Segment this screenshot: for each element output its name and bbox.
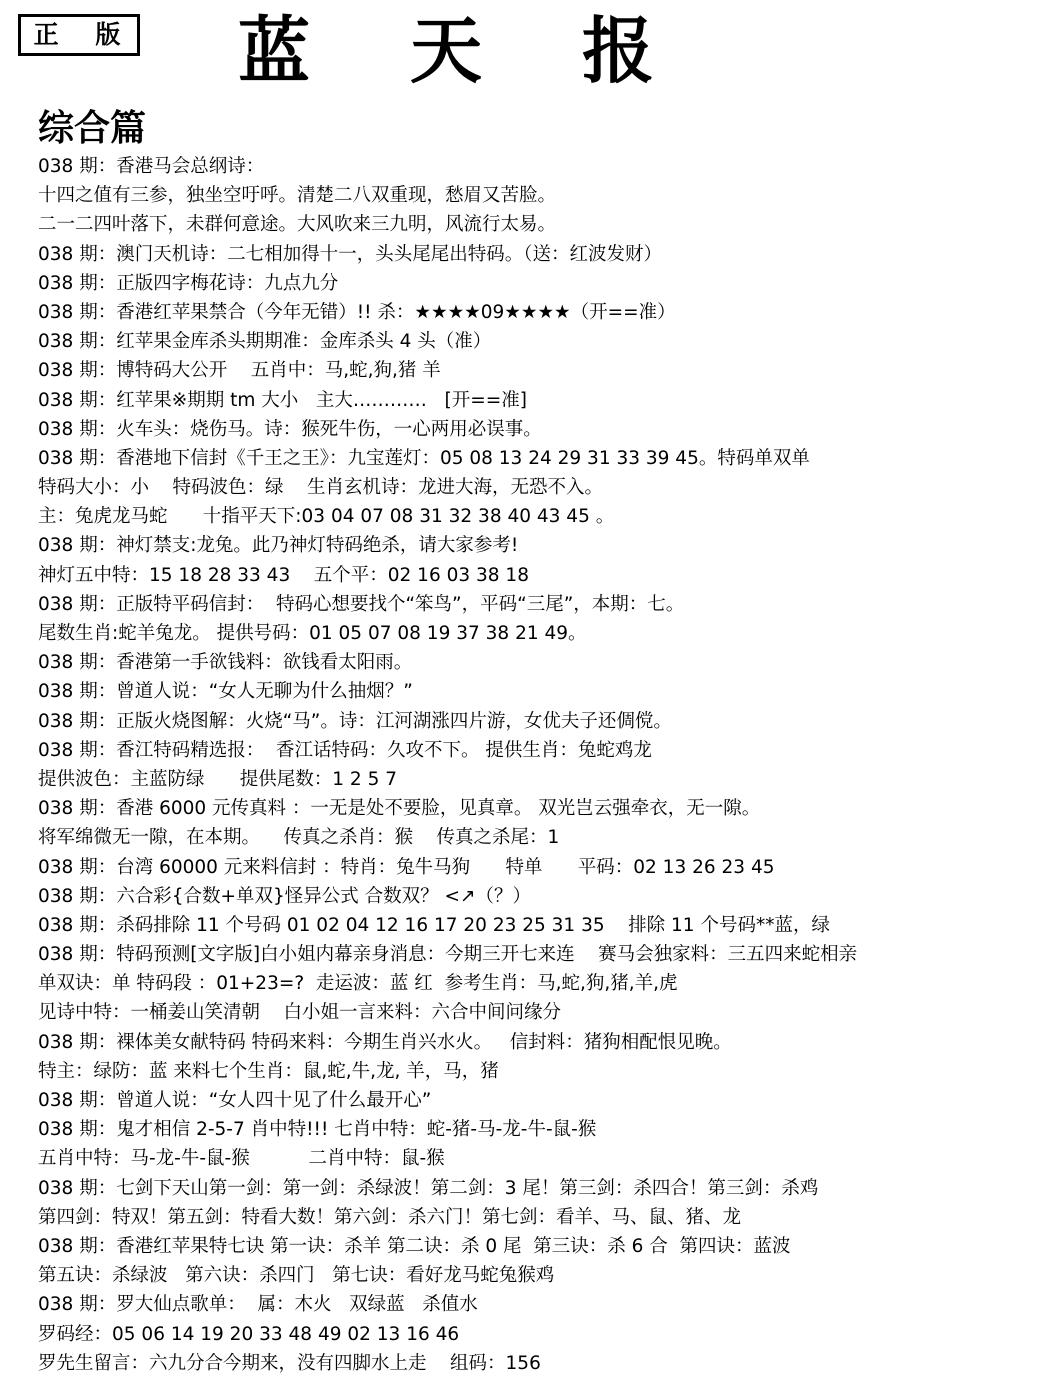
text-line: 038 期：香港红苹果特七诀 第一诀：杀羊 第二诀：杀 0 尾 第三诀：杀 6 合 第四诀：蓝波 xyxy=(38,1235,791,1257)
text-line: 第四剑：特双！第五剑：特看大数！第六剑：杀六门！第七剑：看羊、马、鼠、猪、龙 xyxy=(38,1206,742,1228)
text-line: 038 期：澳门天机诗：二七相加得十一，头头尾尾出特码。（送：红波发财） xyxy=(38,243,662,265)
text-line: 038 期：红苹果金库杀头期期准：金库杀头 4 头（准） xyxy=(38,331,492,353)
text-line: 038 期：正版特平码信封： 特码心想要找个“笨鸟”，平码“三尾”，本期：七。 xyxy=(38,593,685,615)
text-line: 特码大小：小 特码波色：绿 生肖玄机诗：龙进大海，无恐不入。 xyxy=(38,477,604,499)
text-line: 尾数生肖:蛇羊兔龙。 提供号码：01 05 07 08 19 37 38 21 49。 xyxy=(38,623,587,644)
text-line: 038 期：曾道人说：“女人无聊为什么抽烟？” xyxy=(38,681,413,703)
text-line: 038 期：鬼才相信 2-5-7 肖中特!!! 七肖中特：蛇-猪-马-龙-牛-鼠-猴 xyxy=(38,1119,597,1141)
newspaper-title: 蓝天报 xyxy=(238,8,755,93)
text-line: 提供波色：主蓝防绿 提供尾数：1 2 5 7 xyxy=(38,768,398,790)
text-line: 罗码经：05 06 14 19 20 33 48 49 02 13 16 46 xyxy=(38,1323,460,1345)
text-line: 罗先生留言：六九分合今期来，没有四脚水上走 组码：156 xyxy=(38,1352,541,1374)
text-line: 见诗中特：一桶姜山笑清朝 白小姐一言来料：六合中间问缘分 xyxy=(38,1002,562,1024)
text-line: 038 期：香港 6000 元传真料 ：一无是处不要脸，见真章。 双光岂云强牵衣，无一隙。 xyxy=(38,798,761,820)
text-line: 038 期：香港马会总纲诗： xyxy=(38,156,265,177)
text-line: 038 期：曾道人说：“女人四十见了什么最开心” xyxy=(38,1090,432,1111)
text-line: 十四之值有三参，独坐空吁呼。清楚二八双重现，愁眉又苦脸。 xyxy=(38,185,557,207)
text-line: 038 期：杀码排除 11 个号码 01 02 04 12 16 17 20 23 25 31 35 排除 11 个号码**蓝，绿 xyxy=(38,914,830,936)
text-line: 038 期：正版火烧图解：火烧“马”。诗：江河湖涨四片游，女优夫子还倜傥。 xyxy=(38,710,672,732)
text-line: 将军绵微无一隙，在本期。 传真之杀肖：猴 传真之杀尾：1 xyxy=(38,827,560,849)
text-line: 038 期：神灯禁支:龙兔。此乃神灯特码绝杀，请大家参考! xyxy=(38,535,519,557)
text-line: 038 期：特码预测[文字版]白小姐内幕亲身消息：今期三开七来连 赛马会独家料：三五四来蛇相亲 xyxy=(38,944,858,966)
text-line: 038 期：裸体美女献特码 特码来料：今期生肖兴水火。 信封料：猪狗相配恨见晚。 xyxy=(38,1031,732,1053)
text-line: 主：兔虎龙马蛇 十指平天下:03 04 07 08 31 32 38 40 43 45 。 xyxy=(38,506,615,528)
text-line: 五肖中特：马-龙-牛-鼠-猴 二肖中特：鼠-猴 xyxy=(38,1148,445,1170)
text-line: 038 期：七剑下天山第一剑：第一剑：杀绿波！第二剑：3 尾！第三剑：杀四合！第三剑：杀鸡 xyxy=(38,1177,819,1199)
text-line: 二一二四叶落下，未群何意途。大风吹来三九明，风流行太易。 xyxy=(38,214,557,236)
text-line: 神灯五中特：15 18 28 33 43 五个平：02 16 03 38 18 xyxy=(38,564,529,586)
content-lines xyxy=(38,152,1053,1378)
text-line: 038 期：正版四字梅花诗：九点九分 xyxy=(38,272,339,294)
text-line: 第五诀：杀绿波 第六诀：杀四门 第七诀：看好龙马蛇兔猴鸡 xyxy=(38,1265,555,1287)
official-badge: 正 版 xyxy=(18,14,140,56)
text-line: 038 期：香港地下信封《千王之王》：九宝莲灯：05 08 13 24 29 31 33 39 45。特码单双单 xyxy=(38,447,810,469)
text-line: 038 期：红苹果※期期 tm 大小 主大………… [开==准] xyxy=(38,389,527,411)
section-title: 综合篇 xyxy=(38,107,147,149)
text-line: 038 期：香港红苹果禁合（今年无错）!! 杀：★★★★09★★★★（开==准） xyxy=(38,301,676,323)
text-line: 038 期：六合彩{合数+单双}怪异公式 合数双？ <↗（？） xyxy=(38,885,531,907)
text-line: 038 期：台湾 60000 元来料信封 ：特肖：兔牛马狗 特单 平码：02 13 26 23 45 xyxy=(38,856,775,878)
text-line: 038 期：火车头：烧伤马。诗：猴死牛伤，一心两用必误事。 xyxy=(38,418,542,440)
text-line: 特主：绿防：蓝 来料七个生肖：鼠,蛇,牛,龙, 羊，马，猪 xyxy=(38,1060,499,1082)
text-line: 038 期：香港第一手欲钱料：欲钱看太阳雨。 xyxy=(38,652,413,674)
text-line: 038 期：罗大仙点歌单： 属：木火 双绿蓝 杀值水 xyxy=(38,1294,478,1316)
text-line: 038 期：香江特码精选报： 香江话特码：久攻不下。 提供生肖：兔蛇鸡龙 xyxy=(38,739,652,761)
text-line: 单双诀：单 特码段 ：01+23=? 走运波：蓝 红 参考生肖：马,蛇,狗,猪,羊,虎 xyxy=(38,973,678,995)
text-line: 038 期：博特码大公开 五肖中：马,蛇,狗,猪 羊 xyxy=(38,360,441,382)
